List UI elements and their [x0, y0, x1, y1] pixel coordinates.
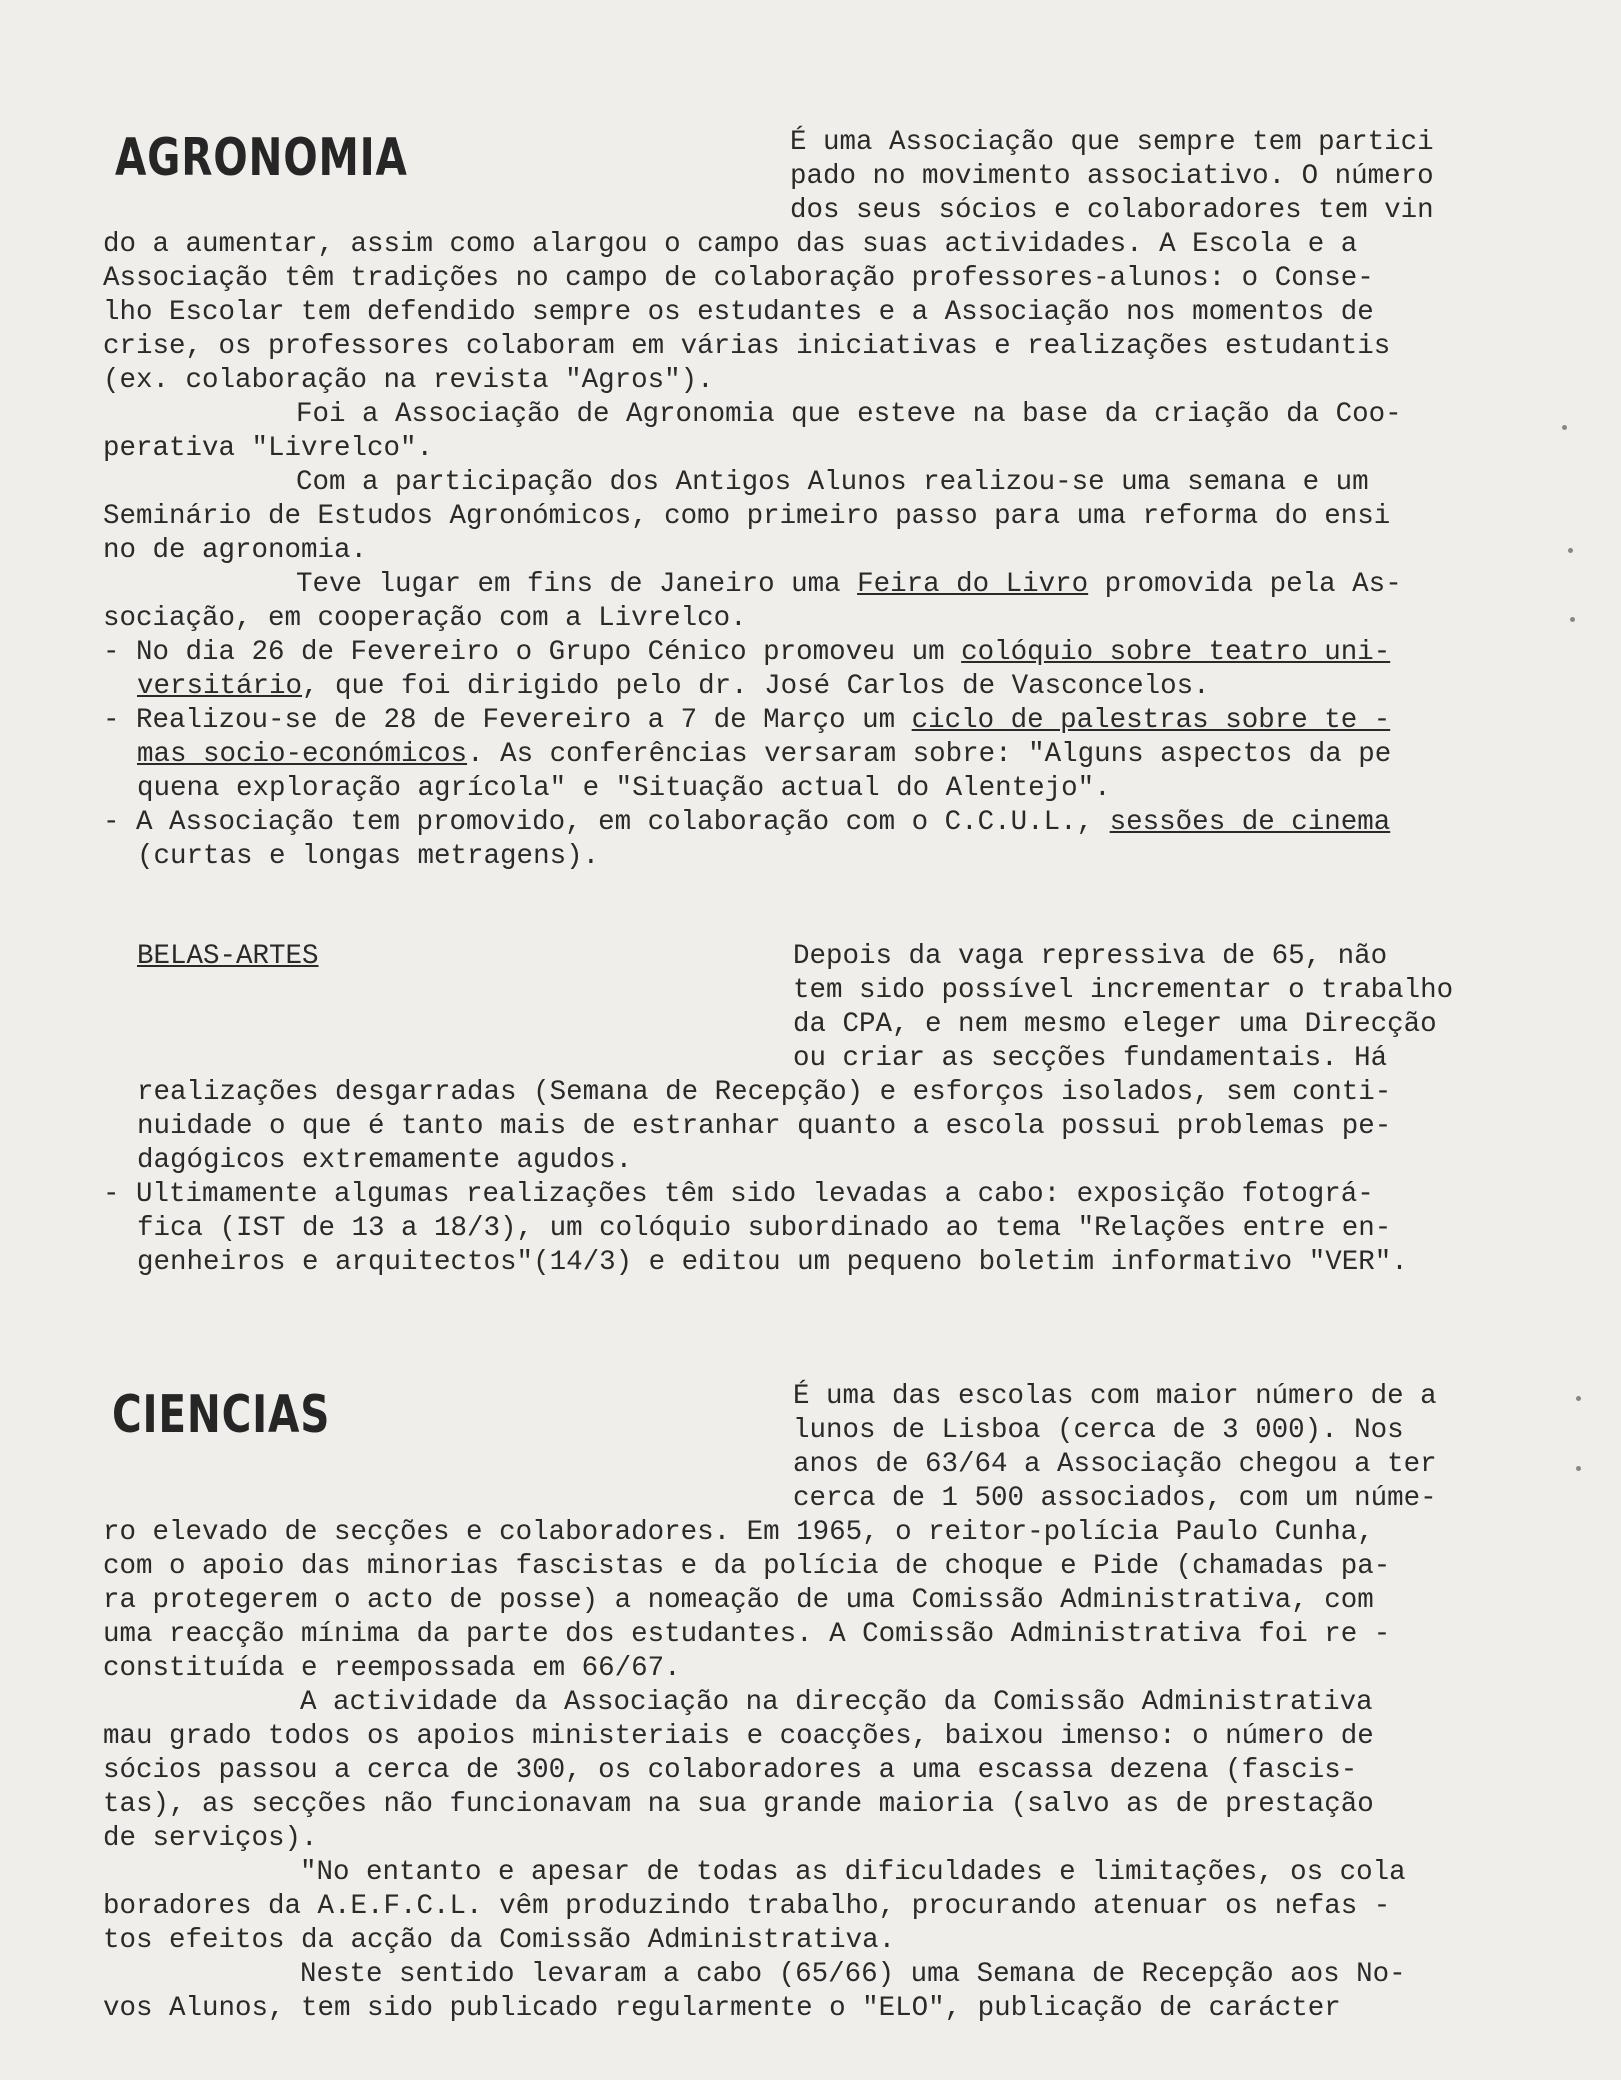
ciencias-line: boradores da A.E.F.C.L. vêm produzindo trabalho, procurando atenuar os nefas - — [103, 1891, 1391, 1922]
text-run: Teve lugar em fins de Janeiro uma — [296, 569, 858, 600]
agronomia-line: Foi a Associação de Agronomia que esteve na base da criação da Coo- — [296, 399, 1402, 430]
universitario-underlined: versitário — [137, 671, 303, 702]
text-run: promovida pela As- — [1088, 569, 1402, 600]
ciencias-line: Neste sentido levaram a cabo (65/66) uma Semana de Recepção aos No- — [300, 1959, 1406, 1990]
sessoes-cinema-underlined: sessões de cinema — [1109, 807, 1391, 838]
agronomia-line: pado no movimento associativo. O número — [790, 161, 1434, 192]
belas-artes-line: tem sido possível incrementar o trabalho — [793, 975, 1454, 1006]
ciencias-line: ra protegerem o acto de posse) a nomeação de uma Comissão Administrativa, com — [103, 1585, 1374, 1616]
ciencias-line: constituída e reempossada em 66/67. — [103, 1653, 681, 1684]
scan-speck — [1576, 1466, 1581, 1471]
text-run: - A Associação tem promovido, em colaboração com o C.C.U.L., — [103, 807, 1110, 838]
belas-artes-line: fica (IST de 13 a 18/3), um colóquio subordinado ao tema "Relações entre en- — [137, 1213, 1392, 1244]
agronomia-line — [137, 670, 1210, 704]
scan-speck — [1576, 1396, 1581, 1401]
belas-artes-line: realizações desgarradas (Semana de Recepção) e esforços isolados, sem conti- — [137, 1077, 1392, 1108]
agronomia-line: É uma Associação que sempre tem partici — [790, 127, 1434, 158]
agronomia-line: (curtas e longas metragens). — [137, 841, 600, 872]
scan-speck — [1562, 425, 1567, 430]
ciencias-line: de serviços). — [103, 1823, 318, 1854]
heading-ciencias: CIENCIAS — [112, 1385, 331, 1445]
agronomia-line: Com a participação dos Antigos Alunos realizou-se uma semana e um — [296, 467, 1369, 498]
ciencias-line: A actividade da Associação na direcção da Comissão Administrativa — [300, 1687, 1373, 1718]
scan-speck — [1570, 617, 1575, 622]
heading-agronomia: AGRONOMIA — [115, 128, 408, 188]
belas-artes-line: genheiros e arquitectos"(14/3) e editou um pequeno boletim informativo "VER". — [137, 1247, 1408, 1278]
ciencias-line: anos de 63/64 a Associação chegou a ter — [793, 1449, 1437, 1480]
heading-belas-artes: BELAS-ARTES — [137, 941, 319, 972]
ciencias-line: cerca de 1 500 associados, com um núme- — [793, 1483, 1437, 1514]
ciencias-line: mau grado todos os apoios ministeriais e coacções, baixou imenso: o número de — [103, 1721, 1374, 1752]
agronomia-line — [137, 738, 1391, 772]
ciencias-line: tas), as secções não funcionavam na sua grande maioria (salvo as de prestação — [103, 1789, 1374, 1820]
agronomia-line: Seminário de Estudos Agronómicos, como primeiro passo para uma reforma do ensi — [103, 501, 1391, 532]
ciencias-line: com o apoio das minorias fascistas e da polícia de choque e Pide (chamadas pa- — [103, 1551, 1391, 1582]
scan-speck — [1568, 548, 1573, 553]
agronomia-line — [103, 806, 1390, 840]
ciencias-line: uma reacção mínima da parte dos estudantes. A Comissão Administrativa foi re - — [103, 1619, 1391, 1650]
agronomia-line: dos seus sócios e colaboradores tem vin — [790, 195, 1434, 226]
text-run: , que foi dirigido pelo dr. José Carlos de Vasconcelos. — [302, 671, 1210, 702]
ciclo-palestras-underlined: ciclo de palestras sobre te - — [911, 705, 1391, 736]
text-run: . As conferências versaram sobre: "Alguns aspectos da pe — [467, 739, 1392, 770]
agronomia-line — [103, 636, 1390, 670]
agronomia-line: Associação têm tradições no campo de colaboração professores-alunos: o Conse- — [103, 263, 1374, 294]
agronomia-line: crise, os professores colaboram em várias iniciativas e realizações estudantis — [103, 331, 1391, 362]
feira-do-livro-underlined: Feira do Livro — [857, 569, 1089, 600]
agronomia-line: sociação, em cooperação com a Livrelco. — [103, 603, 747, 634]
ciencias-line: ro elevado de secções e colaboradores. Em 1965, o reitor-polícia Paulo Cunha, — [103, 1517, 1374, 1548]
agronomia-line: perativa "Livrelco". — [103, 433, 434, 464]
text-run: - Realizou-se de 28 de Fevereiro a 7 de Março um — [103, 705, 912, 736]
belas-artes-line: Depois da vaga repressiva de 65, não — [793, 941, 1388, 972]
text-run: - No dia 26 de Fevereiro o Grupo Cénico promoveu um — [103, 637, 962, 668]
belas-artes-line: dagógicos extremamente agudos. — [137, 1145, 633, 1176]
temas-socio-underlined: mas socio-económicos — [137, 739, 468, 770]
belas-artes-line: nuidade o que é tanto mais de estranhar quanto a escola possui problemas pe- — [137, 1111, 1392, 1142]
agronomia-line — [103, 704, 1390, 738]
belas-artes-line: da CPA, e nem mesmo eleger uma Direcção — [793, 1009, 1437, 1040]
belas-artes-line: ou criar as secções fundamentais. Há — [793, 1043, 1388, 1074]
ciencias-line: sócios passou a cerca de 300, os colaboradores a uma escassa dezena (fascis- — [103, 1755, 1358, 1786]
agronomia-line — [296, 568, 1402, 602]
agronomia-line: no de agronomia. — [103, 535, 368, 566]
ciencias-line: É uma das escolas com maior número de a — [793, 1381, 1437, 1412]
agronomia-line: lho Escolar tem defendido sempre os estudantes e a Associação nos momentos de — [103, 297, 1374, 328]
coloquio-underlined: colóquio sobre teatro uni- — [961, 637, 1391, 668]
agronomia-line: do a aumentar, assim como alargou o campo das suas actividades. A Escola e a — [103, 229, 1358, 260]
ciencias-line: lunos de Lisboa (cerca de 3 000). Nos — [793, 1415, 1404, 1446]
belas-artes-line: - Ultimamente algumas realizações têm sido levadas a cabo: exposição fotográ- — [103, 1179, 1374, 1210]
agronomia-line: quena exploração agrícola" e "Situação actual do Alentejo". — [137, 773, 1111, 804]
ciencias-line: vos Alunos, tem sido publicado regularmente o "ELO", publicação de carácter — [103, 1993, 1341, 2024]
agronomia-line: (ex. colaboração na revista "Agros"). — [103, 365, 714, 396]
ciencias-line: tos efeitos da acção da Comissão Administrativa. — [103, 1925, 896, 1956]
ciencias-line: "No entanto e apesar de todas as dificuldades e limitações, os cola — [300, 1857, 1406, 1888]
